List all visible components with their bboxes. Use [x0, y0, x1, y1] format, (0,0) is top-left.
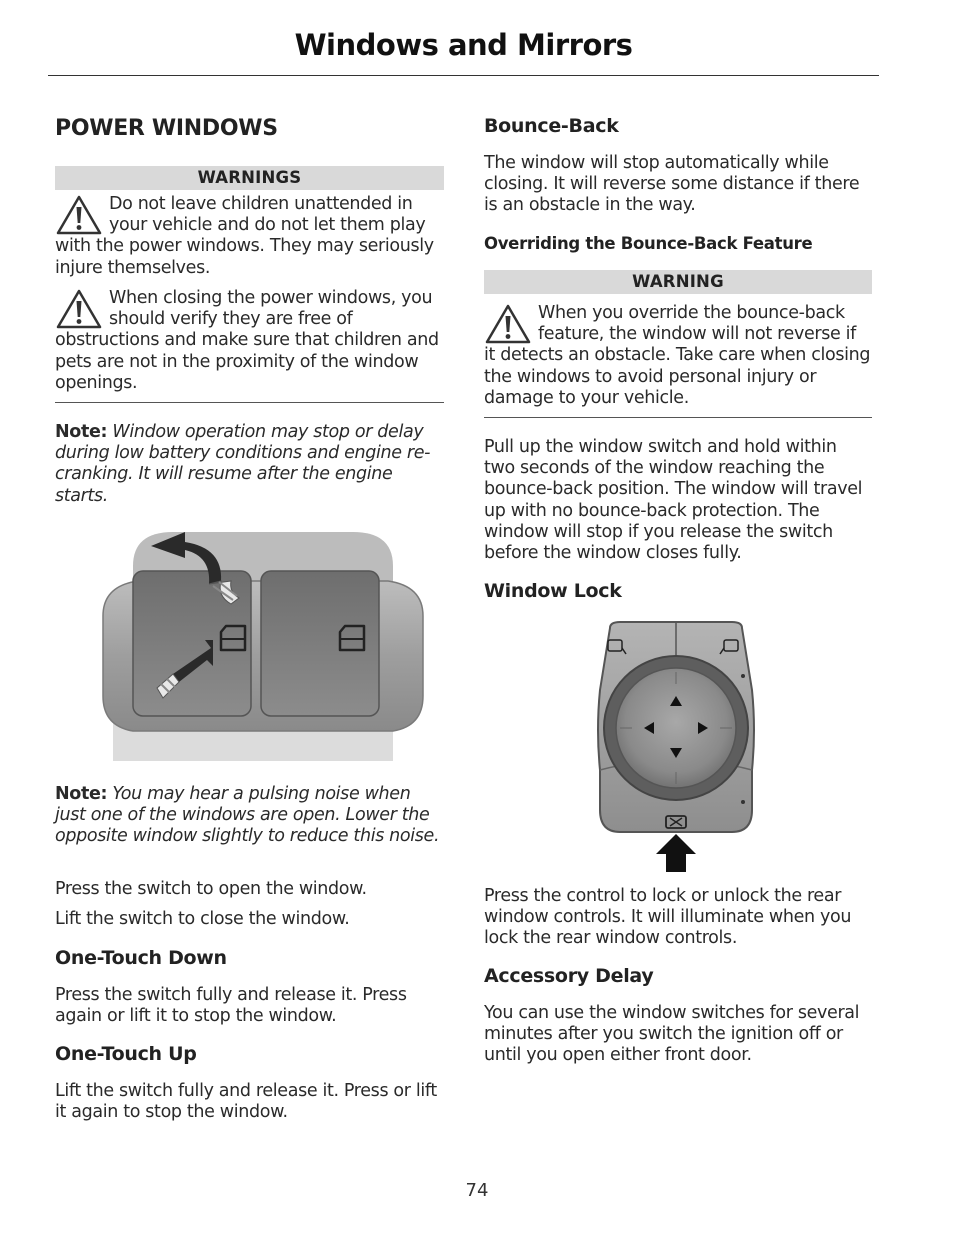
bounce-back-heading: Bounce-Back: [484, 115, 619, 137]
one-touch-up-text: Lift the switch fully and release it. Press or lift it again to stop the window.: [55, 1081, 437, 1123]
warning-override-text: When you override the bounce-back feature, the window will not reverse if it detects an obstacle. Take care when closing the windows to avoid personal injury or damage to your vehicle.: [484, 303, 871, 408]
note-label: Note:: [55, 422, 108, 442]
note-1: [55, 422, 444, 507]
warning-override: [484, 303, 872, 409]
lift-switch-close-text: Lift the switch to close the window.: [55, 909, 350, 929]
warning-1-text: Do not leave children unattended in your vehicle and do not let them play with the power windows. They may seriously injure themselves.: [55, 194, 434, 278]
warning-triangle-icon: [55, 194, 103, 236]
warning-triangle-icon: [484, 303, 532, 345]
override-text: Pull up the window switch and hold within two seconds of the window reaching the bounce-back position. The window will travel up with no bounce-back protection. The window will stop if you release the switch before the window closes fully.: [484, 437, 863, 564]
press-switch-open-text: Press the switch to open the window.: [55, 879, 367, 899]
one-touch-down-text: Press the switch fully and release it. Press again or lift it to stop the window.: [55, 985, 407, 1027]
window-lock-illustration: [590, 620, 762, 876]
page-number: 74: [465, 1180, 489, 1201]
title-rule: [48, 75, 879, 76]
warning-1: [55, 194, 444, 279]
note-1-text: Window operation may stop or delay during low battery conditions and engine re-cranking. It will resume after the engine starts.: [55, 422, 431, 506]
accessory-delay-text: You can use the window switches for several minutes after you switch the ignition off or until you open either front door.: [484, 1003, 860, 1066]
window-lock-text: Press the control to lock or unlock the rear window controls. It will illuminate when you lock the rear window controls.: [484, 886, 852, 949]
warnings-bar: WARNINGS: [55, 166, 444, 190]
note-2: [55, 784, 444, 848]
section-title-power-windows: POWER WINDOWS: [55, 116, 278, 141]
one-touch-down-heading: One-Touch Down: [55, 947, 227, 969]
bounce-back-text: The window will stop automatically while closing. It will reverse some distance if there is an obstacle in the way.: [484, 153, 860, 216]
note-label: Note:: [55, 784, 108, 804]
override-heading: Overriding the Bounce-Back Feature: [484, 234, 813, 253]
warning-2: [55, 288, 444, 394]
one-touch-up-heading: One-Touch Up: [55, 1043, 197, 1065]
window-lock-heading: Window Lock: [484, 580, 622, 602]
warnings-rule: [55, 402, 444, 403]
window-switch-illustration: [93, 526, 433, 764]
note-2-text: You may hear a pulsing noise when just one of the windows are open. Lower the opposite window slightly to reduce this noise.: [55, 784, 440, 847]
accessory-delay-heading: Accessory Delay: [484, 965, 654, 987]
warning-triangle-icon: [55, 288, 103, 330]
warning-rule: [484, 417, 872, 418]
warning-bar: WARNING: [484, 270, 872, 294]
warning-2-text: When closing the power windows, you should verify they are free of obstructions and make sure that children and pets are not in the proximity of the window openings.: [55, 288, 439, 393]
page-title: Windows and Mirrors: [294, 28, 633, 62]
